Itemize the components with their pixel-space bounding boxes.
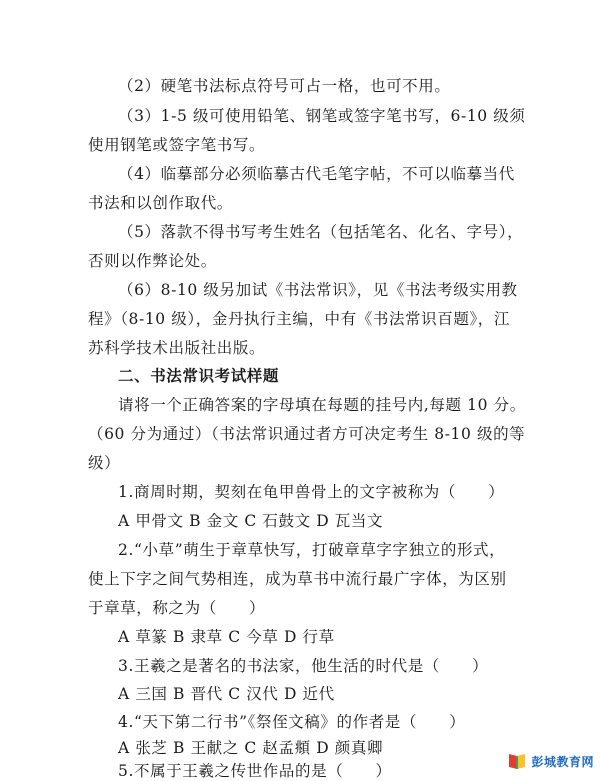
section-heading: 二、书法常识考试样题: [118, 366, 280, 385]
answer-options: A 张芝 B 王献之 C 赵孟頫 D 颜真卿: [118, 739, 384, 757]
text-line: 请将一个正确答案的字母填在每题的挂号内,每题 10 分。: [118, 396, 526, 414]
answer-options: A 草篆 B 隶草 C 今草 D 行草: [118, 628, 335, 646]
answer-options: A 三国 B 晋代 C 汉代 D 近代: [118, 685, 335, 703]
text-line: 于章草，称之为（ ）: [88, 599, 266, 617]
question-line: 5.不属于王羲之传世作品的是（ ）: [118, 762, 392, 780]
question-line: 4.“天下第二行书”《祭侄文稿》的作者是（ ）: [118, 713, 466, 731]
question-line: 2.“小草”萌生于章草快写，打破章草字字独立的形式，: [118, 541, 506, 559]
text-line: （6）8-10 级另加试《书法常识》，见《书法考级实用教: [118, 281, 518, 299]
question-line: 1.商周时期，契刻在龟甲兽骨上的文字被称为（ ）: [118, 483, 505, 501]
text-line: 否则以作弊论处。: [88, 252, 217, 270]
text-line: 苏科学技术出版社出版。: [88, 339, 266, 357]
text-line: 使用钢笔或签字笔书写。: [88, 136, 266, 154]
text-line: （5）落款不得书写考生姓名（包括笔名、化名、字号），: [118, 223, 524, 241]
watermark: [507, 751, 594, 771]
text-line: （2）硬笔书法标点符号可占一格，也可不用。: [118, 77, 451, 95]
answer-options: A 甲骨文 B 金文 C 石鼓文 D 瓦当文: [118, 512, 384, 530]
watermark-text: 彭城教育网: [531, 754, 594, 769]
text-line: （3）1-5 级可使用铅笔、钢笔或签字笔书写，6-10 级须: [118, 107, 526, 125]
question-line: 3.王羲之是著名的书法家，他生活的时代是（ ）: [118, 657, 489, 675]
book-icon: [507, 751, 527, 771]
text-line: 程》（8-10 级），金丹执行主编，中有《书法常识百题》，江: [88, 310, 511, 328]
text-line: 书法和以创作取代。: [88, 194, 233, 212]
text-line: 级）: [88, 454, 121, 472]
text-line: （4）临摹部分必须临摹古代毛笔字帖，不可以临摹当代: [118, 165, 515, 183]
text-line: 使上下字之间气势相连，成为草书中流行最广字体，为区别: [88, 570, 507, 588]
text-line: （60 分为通过）（书法常识通过者方可决定考生 8-10 级的等: [88, 425, 526, 443]
